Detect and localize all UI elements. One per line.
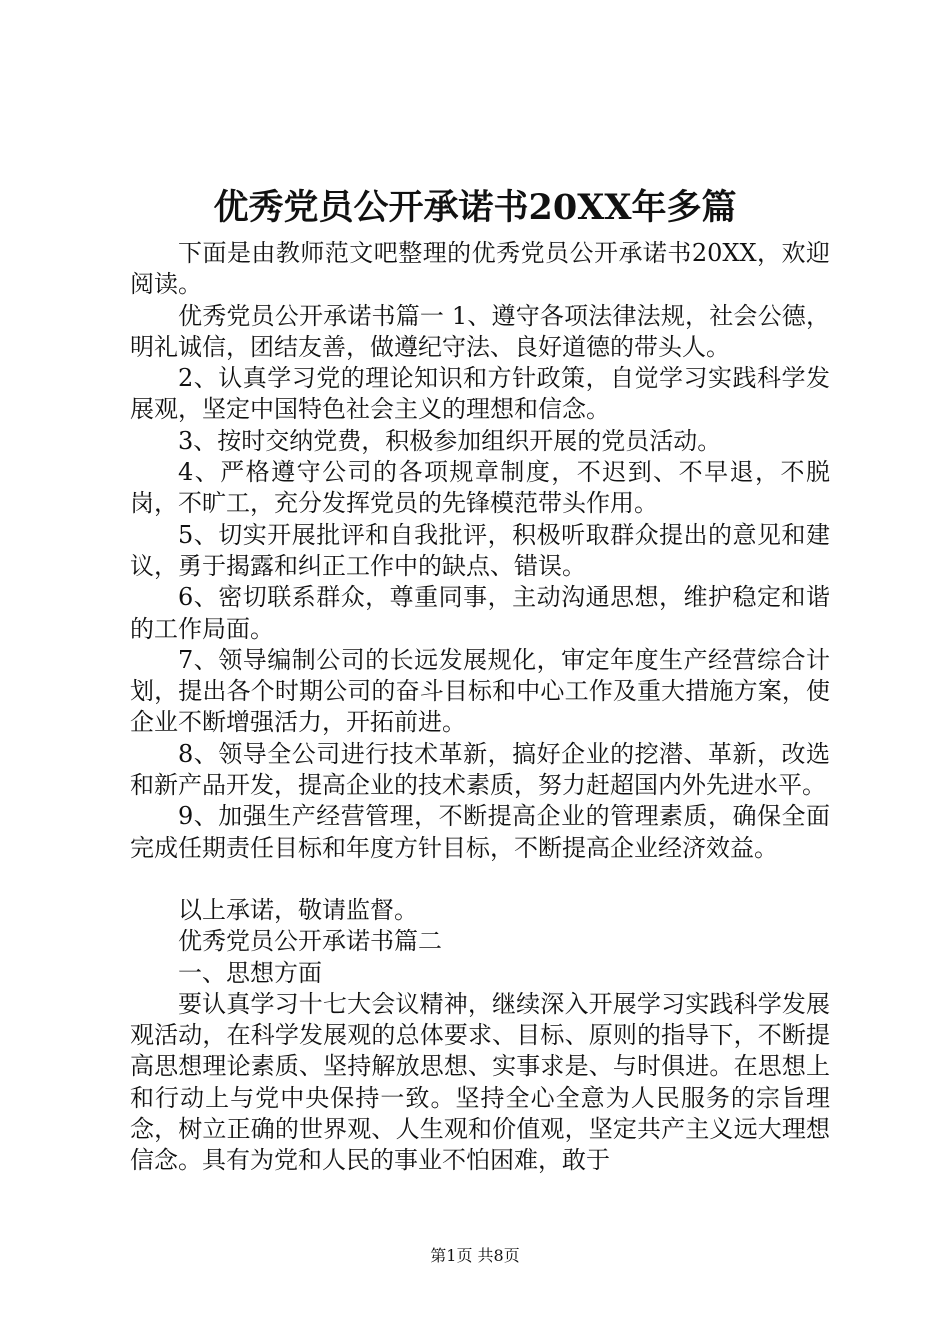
- paragraph-intro: 下面是由教师范文吧整理的优秀党员公开承诺书20XX，欢迎阅读。: [130, 239, 830, 299]
- paragraph-pledge-7: 7、领导编制公司的长远发展规化，审定年度生产经营综合计划，提出各个时期公司的奋斗目标和中心工作及重大措施方案，使企业不断增强活力，开拓前进。: [130, 645, 830, 737]
- document-body: [130, 238, 830, 1177]
- paragraph-pledge-5: 5、切实开展批评和自我批评，积极听取群众提出的意见和建议，勇于揭露和纠正工作中的缺点、错误。: [130, 520, 830, 580]
- paragraph-pledge-4: 4、严格遵守公司的各项规章制度，不迟到、不早退，不脱岗，不旷工，充分发挥党员的先锋模范带头作用。: [130, 458, 830, 518]
- paragraph-thought-body: 要认真学习十七大会议精神，继续深入开展学习实践科学发展观活动，在科学发展观的总体要求、目标、原则的指导下，不断提高思想理论素质、坚持解放思想、实事求是、与时俱进。在思想上和行动上与党中央保持一致。坚持全心全意为人民服务的宗旨理念，树立正确的世界观、人生观和价值观，坚定共产主义远大理想信念。具有为党和人民的事业不怕困难，敢于: [130, 989, 830, 1175]
- paragraph-closing: 以上承诺，敬请监督。: [178, 895, 418, 924]
- paragraph-pledge-9: 9、加强生产经营管理，不断提高企业的管理素质，确保全面完成任期责任目标和年度方针目标，不断提高企业经济效益。: [130, 802, 830, 862]
- paragraph-pledge-1: 优秀党员公开承诺书篇一 1、遵守各项法律法规，社会公德，明礼诚信，团结友善，做遵纪守法、良好道德的带头人。: [130, 301, 830, 361]
- paragraph-section-two-title: 优秀党员公开承诺书篇二: [178, 927, 442, 956]
- document-title: 优秀党员公开承诺书20XX年多篇: [213, 187, 737, 228]
- paragraph-pledge-3: 3、按时交纳党费，积极参加组织开展的党员活动。: [178, 426, 722, 455]
- page-footer: 第1页 共8页: [430, 1246, 520, 1265]
- paragraph-pledge-8: 8、领导全公司进行技术革新，搞好企业的挖潜、革新，改选和新产品开发，提高企业的技术素质，努力赶超国内外先进水平。: [130, 739, 830, 800]
- paragraph-pledge-2: 2、认真学习党的理论知识和方针政策，自觉学习实践科学发展观，坚定中国特色社会主义的理想和信念。: [130, 364, 830, 424]
- paragraph-pledge-6: 6、密切联系群众，尊重同事，主动沟通思想，维护稳定和谐的工作局面。: [130, 583, 830, 643]
- paragraph-gap: [130, 864, 830, 895]
- paragraph-subheading-thought: 一、思想方面: [178, 958, 322, 987]
